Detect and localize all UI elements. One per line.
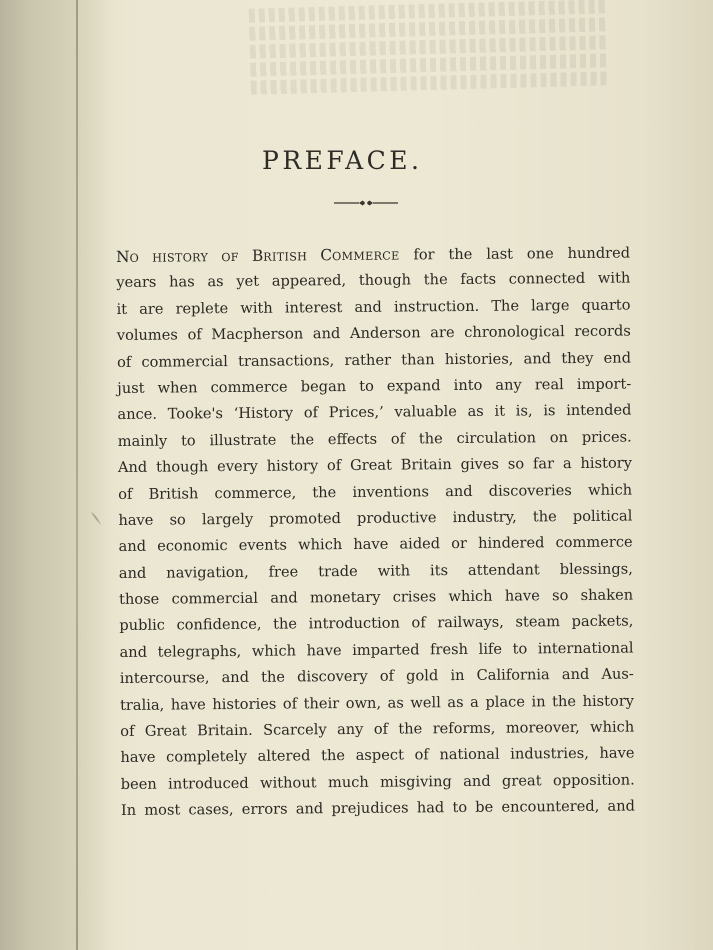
text-line: NO HISTORY OF BRITISH COMMERCE for the last one hundred [116,244,631,266]
preface-heading: PREFACE. [262,146,423,175]
text-line: public confidence, the introduction of railways, steam packets, [119,612,634,635]
show-through-text [248,0,611,125]
text-line: In most cases, errors and prejudices had to be encountered, and [120,797,635,820]
paper-blemish-icon [89,510,103,528]
text-line: of Great Britain. Scarcely any of the reforms, moreover, which [120,718,635,741]
text-line: volumes of Macpherson and Anderson are chronological records [116,322,631,345]
text-line: And though every history of Great Britain gives so far a history [117,454,633,477]
spine-fold [76,0,78,950]
text-line: ance. Tooke's ‘History of Prices,’ valuable as it is, is intended [117,401,632,424]
text-line: mainly to illustrate the effects of the circulation on prices. [117,428,632,450]
text-line: and navigation, free trade with its attendant blessings, [118,560,633,582]
text-line: intercourse, and the discovery of gold in California and Aus- [119,665,634,688]
text-line: have completely altered the aspect of national industries, have [120,744,635,767]
text-line: those commercial and monetary crises which have so shaken [119,586,634,609]
text-line: been introduced without much misgiving and great opposition. [120,771,635,793]
text-line: just when commerce began to expand into any real import- [117,375,632,397]
text-line: have so largely promoted productive industry, the political [118,507,633,529]
text-line: it are replete with interest and instruction. The large quarto [116,296,631,318]
text-line: of commercial transactions, rather than histories, and they end [116,349,632,371]
text-line: tralia, have histories of their own, as well as a place in the history [119,692,635,714]
text-line: of British commerce, the inventions and discoveries which [118,481,633,503]
spine-shadow [0,0,112,950]
ornament-divider-icon [333,197,399,209]
text-line: years has as yet appeared, though the facts connected with [116,269,631,292]
preface-body [116,240,635,825]
small-caps-opening: NO HISTORY OF BRITISH COMMERCE [116,246,400,266]
text-line: and economic events which have aided or hindered commerce [118,533,633,556]
text-line: and telegraphs, which have imparted fresh life to international [119,639,634,661]
